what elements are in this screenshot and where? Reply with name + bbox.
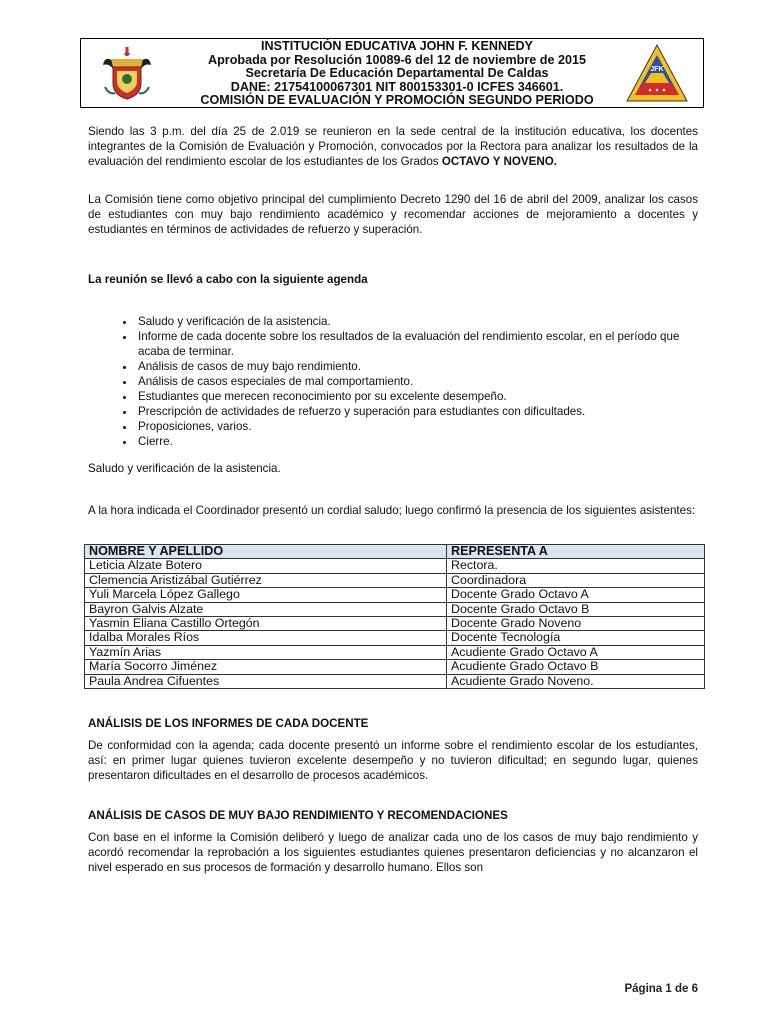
table-row <box>85 674 705 688</box>
agenda-list <box>88 314 698 449</box>
header-title-block <box>176 40 618 108</box>
objective-paragraph: La Comisión tiene como objetivo principal del cumplimiento Decreto 1290 del 16 de abril del 2009, analizar los casos de estudiantes con muy bajo rendimiento académico y recomendar acciones de mejoramiento a docentes y estudiantes en términos de actividades de refuerzo y superación. <box>88 193 698 236</box>
attendee-name: Leticia Alzate Botero <box>85 559 447 573</box>
table-row <box>85 573 705 587</box>
section-text-reports: De conformidad con la agenda; cada docente presentó un informe sobre el rendimiento escolar de los estudiantes, así: en primer lugar quienes tuvieron excelente desempeño y no tuvieron dificultad; en segundo lugar, quienes presentaron dificultades en el desarrollo de procesos académicos. <box>88 739 698 782</box>
institution-codes: DANE: 21754100067301 NIT 800153301-0 ICFES 346601. <box>230 79 564 94</box>
agenda-item: • Estudiantes que merecen reconocimiento por su excelente desempeño. <box>136 389 698 404</box>
triangle-school-logo <box>625 43 689 103</box>
attendee-role: Docente Grado Noveno <box>447 617 705 631</box>
intro-grades: OCTAVO Y NOVENO. <box>441 155 557 168</box>
agenda-item: • Análisis de casos especiales de mal comportamiento. <box>136 374 698 389</box>
attendee-name: Paula Andrea Cifuentes <box>85 674 447 688</box>
attendee-name: Idalba Morales Ríos <box>85 631 447 645</box>
triangle-logo-text: JFK <box>650 66 664 73</box>
column-header-represents: REPRESENTA A <box>447 545 705 559</box>
attendance-intro: A la hora indicada el Coordinador presentó un cordial saludo; luego confirmó la presencia de los siguientes asistentes: <box>88 504 696 517</box>
table-row <box>85 631 705 645</box>
intro-paragraph <box>88 124 698 169</box>
secretariat-line: Secretaría De Educación Departamental De Caldas <box>245 66 549 81</box>
agenda-item: • Análisis de casos de muy bajo rendimiento. <box>136 359 698 374</box>
agenda-item: • Cierre. <box>136 434 698 449</box>
attendee-role: Rectora. <box>447 559 705 573</box>
attendee-name: Yasmin Eliana Castillo Ortegón <box>85 617 447 631</box>
table-row <box>85 559 705 573</box>
page-number: Página 1 de 6 <box>624 983 698 995</box>
attendee-name: Yazmín Arias <box>85 645 447 659</box>
table-row <box>85 617 705 631</box>
attendee-role: Coordinadora <box>447 573 705 587</box>
attendee-name: Yuli Marcela López Gallego <box>85 588 447 602</box>
table-row <box>85 660 705 674</box>
agenda-item: • Proposiciones, varios. <box>136 419 698 434</box>
section-text-low-performance: Con base en el informe la Comisión deliberó y luego de analizar cada uno de los casos de muy bajo rendimiento y acordó recomendar la reprobación a los siguientes estudiantes quienes presentaron deficiencias y no alcanzaron el nivel esperado en sus procesos de formación y desarrollo humano. Ellos son <box>88 831 698 874</box>
approval-resolution: Aprobada por Resolución 10089-6 del 12 de noviembre de 2015 <box>208 52 586 67</box>
section-title-reports: ANÁLISIS DE LOS INFORMES DE CADA DOCENTE <box>88 717 369 730</box>
greeting-line: Saludo y verificación de la asistencia. <box>88 462 281 475</box>
table-row <box>85 588 705 602</box>
attendee-role: Acudiente Grado Noveno. <box>447 674 705 688</box>
coat-of-arms-logo <box>103 47 151 101</box>
agenda-heading: La reunión se llevó a cabo con la siguiente agenda <box>88 273 368 286</box>
attendee-role: Docente Grado Octavo A <box>447 588 705 602</box>
table-row <box>85 602 705 616</box>
institution-name: INSTITUCIÓN EDUCATIVA JOHN F. KENNEDY <box>261 39 533 53</box>
document-header <box>80 38 704 108</box>
attendee-name: Bayron Galvis Alzate <box>85 602 447 616</box>
attendee-role: Docente Tecnología <box>447 631 705 645</box>
attendee-role: Acudiente Grado Octavo B <box>447 660 705 674</box>
attendee-role: Docente Grado Octavo B <box>447 602 705 616</box>
agenda-item: • Informe de cada docente sobre los resultados de la evaluación del rendimiento escolar, en el período que acaba de terminar. <box>136 329 698 359</box>
agenda-item: • Saludo y verificación de la asistencia. <box>136 314 698 329</box>
attendee-name: Clemencia Aristizábal Gutiérrez <box>85 573 447 587</box>
intro-text: Siendo las 3 p.m. del día 25 de 2.019 se reunieron en la sede central de la institución educativa, los docentes integrantes de la Comisión de Evaluación y Promoción, convocados por la Rectora para analizar los resultados de la evaluación del rendimiento escolar de los estudiantes de los Grados <box>88 125 698 168</box>
table-row <box>85 645 705 659</box>
agenda-item: • Prescripción de actividades de refuerzo y superación para estudiantes con dificultades. <box>136 404 698 419</box>
attendee-name: María Socorro Jiménez <box>85 660 447 674</box>
column-header-name: NOMBRE Y APELLIDO <box>85 545 447 559</box>
attendee-role: Acudiente Grado Octavo A <box>447 645 705 659</box>
commission-title: COMISIÓN DE EVALUACIÓN Y PROMOCIÓN SEGUNDO PERIODO <box>200 93 594 108</box>
table-header-row <box>85 545 705 559</box>
attendance-table <box>84 544 705 689</box>
section-title-low-performance: ANÁLISIS DE CASOS DE MUY BAJO RENDIMIENTO Y RECOMENDACIONES <box>88 809 508 822</box>
